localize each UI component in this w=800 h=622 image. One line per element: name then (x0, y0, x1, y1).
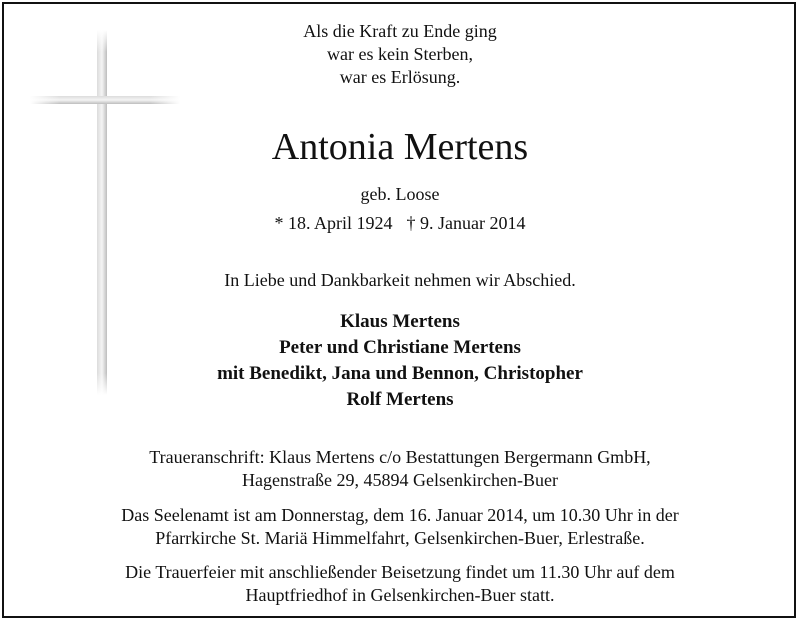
deceased-name: Antonia Mertens (271, 126, 529, 168)
mourner-2: Peter und Christiane Mertens (279, 337, 521, 358)
birth-name: geb. Loose (360, 184, 440, 204)
life-dates (0, 213, 800, 234)
mourner-3: mit Benedikt, Jana und Bennon, Christopher (217, 363, 583, 384)
mourner-4: Rolf Mertens (346, 389, 454, 410)
farewell-text: In Liebe und Dankbarkeit nehmen wir Abschied. (224, 270, 576, 290)
birth-date: * 18. April 1924 (274, 213, 393, 233)
mourner-1: Klaus Mertens (340, 311, 460, 332)
requiem-line-1: Das Seelenamt ist am Donnerstag, dem 16. Januar 2014, um 10.30 Uhr in der (121, 505, 679, 525)
address-line-2: Hagenstraße 29, 45894 Gelsenkirchen-Buer (242, 470, 558, 490)
death-date: † 9. Januar 2014 (406, 213, 526, 233)
verse-line-2: war es kein Sterben, (327, 44, 473, 64)
funeral-line-1: Die Trauerfeier mit anschließender Beisetzung findet um 11.30 Uhr auf dem (125, 562, 675, 582)
requiem-line-2: Pfarrkirche St. Mariä Himmelfahrt, Gelsenkirchen-Buer, Erlestraße. (155, 528, 645, 548)
verse-line-1: Als die Kraft zu Ende ging (303, 21, 497, 41)
funeral-line-2: Hauptfriedhof in Gelsenkirchen-Buer statt. (245, 585, 555, 605)
address-line-1: Traueranschrift: Klaus Mertens c/o Bestattungen Bergermann GmbH, (149, 447, 651, 467)
verse-line-3: war es Erlösung. (339, 67, 461, 87)
